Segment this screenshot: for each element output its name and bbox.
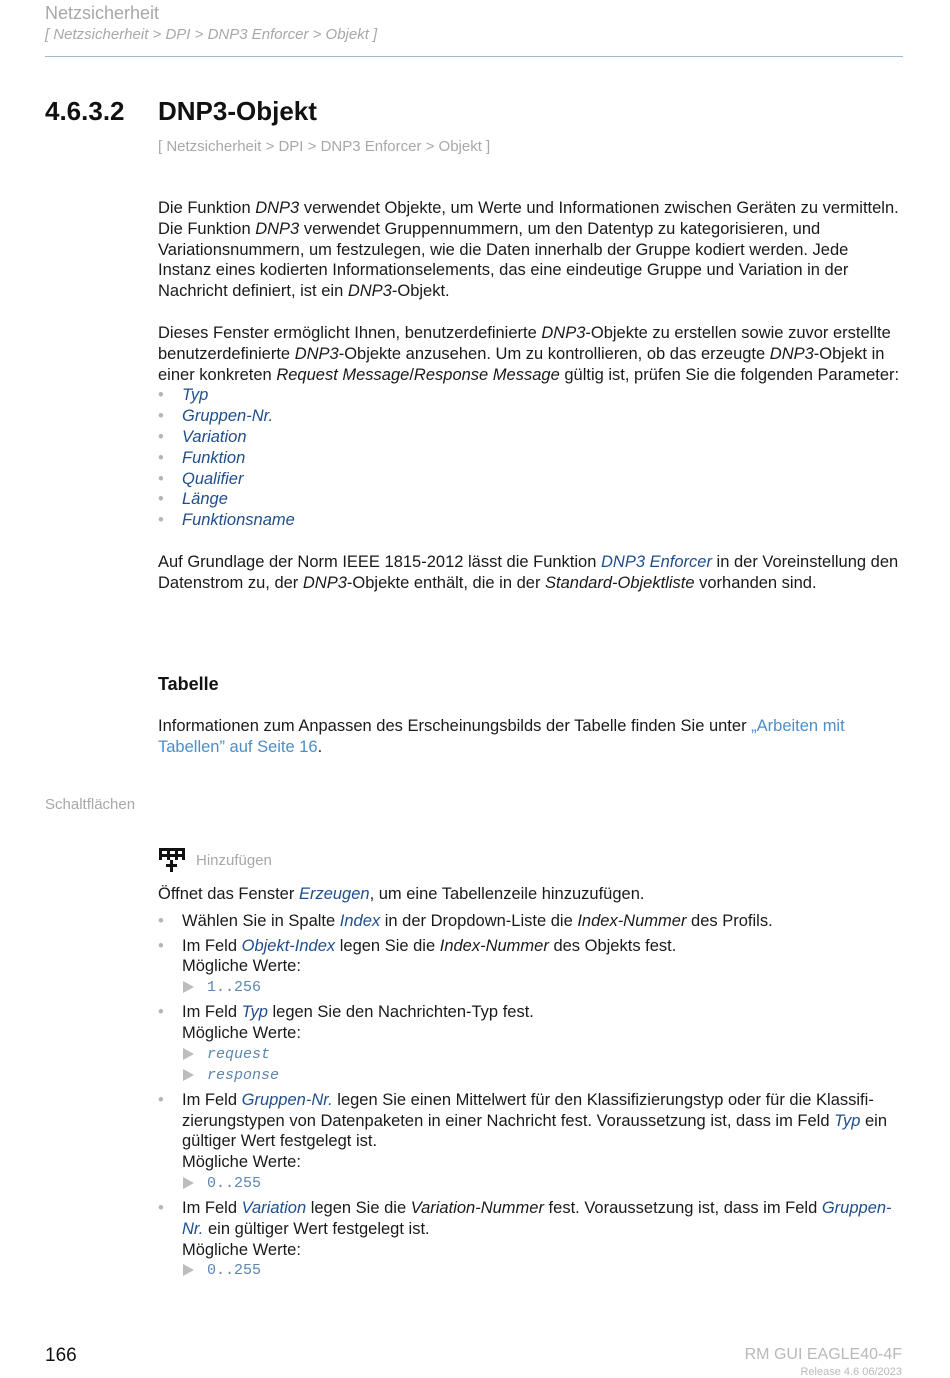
header-divider — [45, 56, 903, 57]
step-gruppen-nr: • Im Feld Gruppen-Nr. legen Sie einen Mittelwert für den Klassifizierungstyp oder für die Klassifizierungstypen von Datenpaketen in einer Nachricht fest. Voraussetzung ist, dass im Feld Typ ein gültiger Wert festgelegt ist. Mögliche Werte: 0..255 — [158, 1090, 906, 1194]
add-button-description: Öffnet das Fenster Erzeugen, um eine Tabellenzeile hinzuzufügen. • Wählen Sie in Spalte Index in der Dropdown-Liste die Index-Nummer des Profils. • Im Feld Objekt-Index legen Sie die Index-Nummer des Objekts fest. Mögliche Werte: 1..256 • Im Feld Typ legen Sie den Nachrichten-Typ fest. Mögliche Werte: request response • Im Feld Gruppen-Nr. legen Sie einen Mittelwert für den Klassifizierungstyp oder für die Klassifizierungstypen von Datenpaketen in einer Nachricht fest. Voraussetzung ist, dass im Feld Typ ein gültiger Wert festgelegt ist. Mögliche Werte: 0..255 • Im Feld Variation legen Sie die Variation-Nummer fest. Voraussetzung ist, dass im Feld Gruppen-Nr. ein gültiger Wert festgelegt ist. Mögliche Werte: 0..255 — [158, 884, 906, 1285]
intro-paragraph-2: Dieses Fenster ermöglicht Ihnen, benutzerdefinierte DNP3-Objekte zu erstellen sowie zuvor erstellte benutzerdefinierte DNP3-Objekte anzusehen. Um zu kontrollieren, ob das erzeugte DNP3-Objekt in einer konkreten Request Message/Response Message gültig ist, prüfen Sie die folgenden Parameter: — [158, 323, 900, 384]
add-steps-list — [158, 911, 906, 1282]
param-link-variation[interactable]: • Variation — [158, 427, 906, 448]
tabelle-text: Informationen zum Anpassen des Erscheinungsbilds der Tabelle finden Sie unter „Arbeiten mit Tabellen” auf Seite 16. — [158, 717, 845, 756]
param-link-typ[interactable]: • Typ — [158, 385, 906, 406]
section-title: DNP3-Objekt — [158, 96, 317, 126]
possible-values: 1..256 — [182, 977, 906, 998]
param-link-qualifier[interactable]: • Qualifier — [158, 469, 906, 490]
tabelle-heading: Tabelle — [158, 674, 219, 694]
erzeugen-link[interactable]: Erzeugen — [298, 885, 370, 903]
document-name: RM GUI EAGLE40-4F — [744, 1346, 902, 1363]
intro-paragraph-3: Auf Grundlage der Norm IEEE 1815-2012 lässt die Funktion DNP3 Enforcer in der Voreinstellung den Datenstrom zu, der DNP3-Objekte enthält, die in der Standard-Objektliste vorhanden sind. — [158, 552, 899, 592]
param-link-gruppen-nr[interactable]: • Gruppen-Nr. — [158, 406, 906, 427]
possible-values: 0..255 — [182, 1173, 906, 1194]
page-number: 166 — [45, 1345, 77, 1366]
release-info: Release 4.6 06/2023 — [800, 1366, 902, 1378]
step-objekt-index: • Im Feld Objekt-Index legen Sie die Index-Nummer des Objekts fest. Mögliche Werte: 1..256 — [158, 936, 906, 999]
possible-values: request response — [182, 1044, 906, 1086]
intro-text — [158, 198, 906, 594]
tables-reference-link[interactable]: „Arbeiten mit Tabellen” auf Seite 16 — [158, 717, 845, 756]
intro-paragraph-1: Die Funktion DNP3 verwendet Objekte, um Werte und Informationen zwischen Geräten zu vermitteln. Die Funktion DNP3 verwendet Gruppennummern, um den Datentyp zu kategorisieren, und Variationsnummern, um festzulegen, wie die Daten innerhalb der Gruppe kodiert werden. Jede Instanz eines kodierten Informationselements, das eine eindeutige Gruppe und Variation in der Nachricht definiert, ist ein DNP3-Objekt. — [158, 199, 899, 301]
param-link-laenge[interactable]: • Länge — [158, 489, 906, 510]
step-variation: • Im Feld Variation legen Sie die Variation-Nummer fest. Voraussetzung ist, dass im Feld Gruppen-Nr. ein gültiger Wert festgelegt ist. Mögliche Werte: 0..255 — [158, 1198, 906, 1281]
running-header-title: Netzsicherheit — [45, 3, 160, 23]
add-button-label: Hinzufügen — [196, 851, 272, 869]
parameter-list — [158, 385, 906, 531]
add-button-entry — [158, 846, 272, 874]
step-typ: • Im Feld Typ legen Sie den Nachrichten-Typ fest. Mögliche Werte: request response — [158, 1002, 906, 1086]
possible-values: 0..255 — [182, 1260, 906, 1281]
section-number: 4.6.3.2 — [45, 96, 125, 126]
dnp3-enforcer-link[interactable]: DNP3 Enforcer — [601, 552, 712, 571]
add-table-row-icon — [158, 846, 188, 874]
buttons-side-label: Schaltflächen — [45, 796, 136, 813]
step-index: • Wählen Sie in Spalte Index in der Dropdown-Liste die Index-Nummer des Profils. — [158, 911, 906, 932]
param-link-funktion[interactable]: • Funktion — [158, 448, 906, 469]
param-link-funktionsname[interactable]: • Funktionsname — [158, 510, 906, 531]
running-header-path: [ Netzsicherheit > DPI > DNP3 Enforcer > Objekt ] — [45, 26, 378, 43]
section-menu-path: [ Netzsicherheit > DPI > DNP3 Enforcer > Objekt ] — [158, 138, 491, 155]
